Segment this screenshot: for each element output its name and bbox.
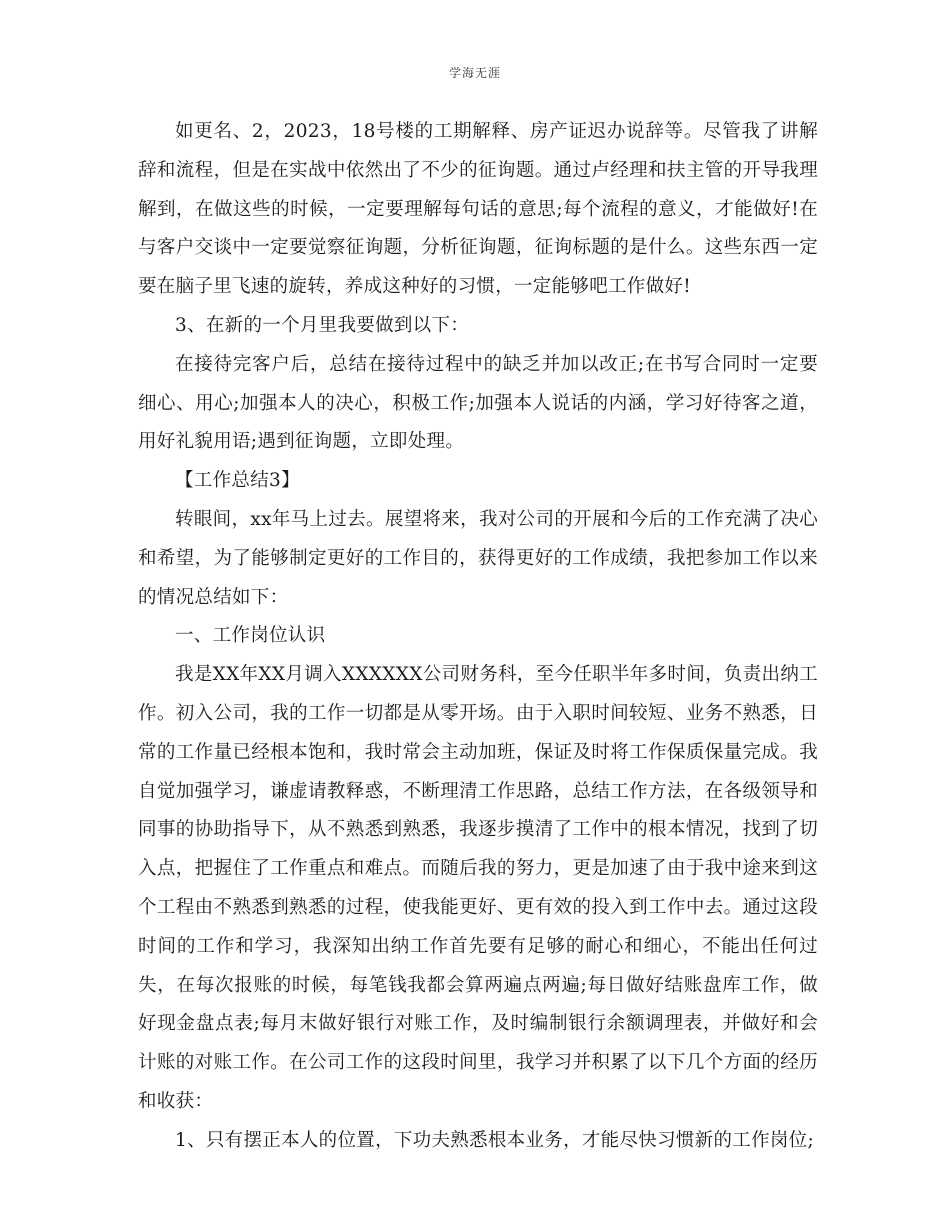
page-header: 学海无涯: [448, 66, 501, 80]
paragraph-2: 3、在新的一个月里我要做到以下：: [175, 314, 470, 336]
paragraph-1: 如更名、2，2023，18号楼的工期解释、房产证迟办说辞等。尽管我了讲解辞和流程，但是在实战中依然出了不少的征询题。通过卢经理和扶主管的开导我理解到，在做这些的时候，一定要理解每句话的意思;每个流程的意义，才能做好!在与客户交谈中一定要觉察征询题，分析征询题，征询标题的是什么。这些东西一定要在脑子里飞速的旋转，养成这种好的习惯，一定能够吧工作做好!: [138, 121, 818, 298]
paragraph-5: 我是XX年XX月调入XXXXXX公司财务科，至今任职半年多时间，负责出纳工作。初入公司，我的工作一切都是从零开场。由于入职时间较短、业务不熟悉，日常的工作量已经根本饱和，我时常会主动加班，保证及时将工作保质保量完成。我自觉加强学习，谦虚请教释惑，不断理清工作思路，总结工作方法，在各级领导和同事的协助指导下，从不熟悉到熟悉，我逐步摸清了工作中的根本情况，找到了切入点，把握住了工作重点和难点。而随后我的努力，更是加速了由于我中途来到这个工程由不熟悉到熟悉的过程，使我能更好、更有效的投入到工作中去。通过这段时间的工作和学习，我深知出纳工作首先要有足够的耐心和细心，不能出任何过失，在每次报账的时候，每笔钱我都会算两遍点两遍;每日做好结账盘库工作，做好现金盘点表;每月末做好银行对账工作，及时编制银行余额调理表，并做好和会计账的对账工作。在公司工作的这段时间里，我学习并积累了以下几个方面的经历和收获：: [138, 664, 818, 1112]
paragraph-3: 在接待完客户后，总结在接待过程中的缺乏并加以改正;在书写合同时一定要细心、用心;加强本人的决心，积极工作;加强本人说话的内涵，学习好待客之道，用好礼貌用语;遇到征询题，立即处理。: [138, 353, 818, 453]
section-heading: 【工作总结3】: [175, 470, 300, 492]
paragraph-6: 1、只有摆正本人的位置，下功夫熟悉根本业务，才能尽快习惯新的工作岗位;: [175, 1129, 815, 1151]
subsection-heading: 一、工作岗位认识: [175, 625, 326, 647]
document-body: [138, 113, 818, 1161]
paragraph-4: 转眼间，xx年马上过去。展望将来，我对公司的开展和今后的工作充满了决心和希望，为了能够制定更好的工作目的，获得更好的工作成绩，我把参加工作以来的情况总结如下：: [138, 508, 818, 608]
